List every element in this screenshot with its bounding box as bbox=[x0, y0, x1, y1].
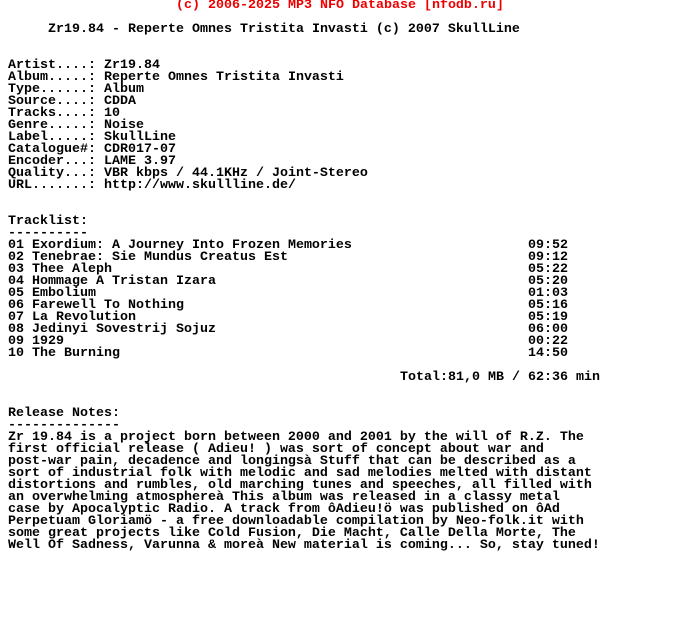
info-label: Quality...: bbox=[8, 166, 96, 181]
info-value: Noise bbox=[103, 118, 144, 133]
site-copyright-header: (c) 2006-2025 MP3 NFO Database [nfodb.ru] bbox=[176, 0, 504, 13]
track-duration: 00:22 bbox=[528, 334, 568, 349]
track-title: Tenebrae: Sie Mundus Creatus Est bbox=[32, 250, 288, 265]
track-number: 05 bbox=[8, 286, 24, 301]
info-label: Tracks....: bbox=[8, 106, 96, 121]
track-duration: 05:22 bbox=[528, 262, 568, 277]
info-value: 10 bbox=[103, 106, 120, 121]
track-title: Embolium bbox=[32, 286, 96, 301]
release-notes-line: post-war pain, decadence and longingsà Stuff that can be described as a bbox=[8, 454, 576, 469]
info-value: CDDA bbox=[103, 94, 136, 109]
info-url-value: http://www.skullline.de/ bbox=[103, 178, 296, 193]
release-notes-heading: Release Notes: bbox=[8, 406, 120, 421]
track-number: 01 bbox=[8, 238, 24, 253]
info-label: Label.....: bbox=[8, 130, 96, 145]
track-number: 06 bbox=[8, 298, 24, 313]
info-label: Album.....: bbox=[8, 70, 96, 85]
track-row bbox=[8, 324, 608, 336]
info-row-url bbox=[8, 180, 296, 192]
track-title: 1929 bbox=[32, 334, 64, 349]
track-number: 03 bbox=[8, 262, 24, 277]
info-label: Type......: bbox=[8, 82, 96, 97]
release-notes-line: Perpetuam Gloriamö - a free downloadable compilation by Neo-folk.it with bbox=[8, 514, 584, 529]
track-number: 04 bbox=[8, 274, 24, 289]
track-title: Hommage A Tristan Izara bbox=[32, 274, 216, 289]
track-number: 09 bbox=[8, 334, 24, 349]
tracklist-heading: Tracklist: bbox=[8, 214, 88, 229]
release-notes-line: an overwhelming atmosphereà This album was released in a classy metal bbox=[8, 490, 560, 505]
track-duration: 01:03 bbox=[528, 286, 568, 301]
track-duration: 06:00 bbox=[528, 322, 568, 337]
release-notes-underline: -------------- bbox=[8, 418, 120, 433]
info-label: Source....: bbox=[8, 94, 96, 109]
release-notes-line: Zr 19.84 is a project born between 2000 and 2001 by the will of R.Z. The bbox=[8, 430, 584, 445]
track-row bbox=[8, 348, 608, 360]
track-row bbox=[8, 276, 608, 288]
info-label: Genre.....: bbox=[8, 118, 96, 133]
track-duration: 05:20 bbox=[528, 274, 568, 289]
track-title: Exordium: A Journey Into Frozen Memories bbox=[32, 238, 352, 253]
release-notes-line: some great projects like Cold Fusion, Die Macht, Calle Della Morte, The bbox=[8, 526, 576, 541]
track-number: 08 bbox=[8, 322, 24, 337]
info-value: LAME 3.97 bbox=[103, 154, 176, 169]
track-title: Farewell To Nothing bbox=[32, 298, 184, 313]
info-label: Catalogue#: bbox=[8, 142, 96, 157]
info-value: Album bbox=[103, 82, 144, 97]
info-value: CDR017-07 bbox=[103, 142, 176, 157]
info-label: URL.......: bbox=[8, 178, 96, 193]
tracklist-underline: ---------- bbox=[8, 226, 88, 241]
release-notes-line: sort of industrial folk with melodic and sad melodies melted with distant bbox=[8, 466, 592, 481]
info-label: Artist....: bbox=[8, 58, 96, 73]
release-notes-line: case by Apocalyptic Radio. A track from ôAdieu!ö was published on ôAd bbox=[8, 502, 560, 517]
track-title: The Burning bbox=[32, 346, 120, 361]
release-notes-line: first official release ( Adieu! ) was sort of concept about war and bbox=[8, 442, 544, 457]
tracklist-total: Total:81,0 MB / 62:36 min bbox=[400, 370, 600, 385]
track-title: La Revolution bbox=[32, 310, 136, 325]
release-notes-line: distortions and rumbles, old marching tunes and speeches, all filled with bbox=[8, 478, 592, 493]
track-duration: 05:16 bbox=[528, 298, 568, 313]
info-value: VBR kbps / 44.1KHz / Joint-Stereo bbox=[103, 166, 368, 181]
release-notes-line: Well Of Sadness, Varunna & moreà New material is coming... So, stay tuned! bbox=[8, 538, 600, 553]
info-value: Zr19.84 bbox=[103, 58, 160, 73]
track-duration: 14:50 bbox=[528, 346, 568, 361]
track-duration: 05:19 bbox=[528, 310, 568, 325]
track-title: Thee Aleph bbox=[32, 262, 112, 277]
info-label: Encoder...: bbox=[8, 154, 96, 169]
track-number: 07 bbox=[8, 310, 24, 325]
track-number: 10 bbox=[8, 346, 24, 361]
track-duration: 09:52 bbox=[528, 238, 568, 253]
release-title: Zr19.84 - Reperte Omnes Tristita Invasti (c) 2007 SkullLine bbox=[48, 22, 520, 37]
info-value: Reperte Omnes Tristita Invasti bbox=[103, 70, 344, 85]
track-duration: 09:12 bbox=[528, 250, 568, 265]
track-number: 02 bbox=[8, 250, 24, 265]
track-title: Jedinyi Sovestrij Sojuz bbox=[32, 322, 216, 337]
info-value: SkullLine bbox=[103, 130, 176, 145]
